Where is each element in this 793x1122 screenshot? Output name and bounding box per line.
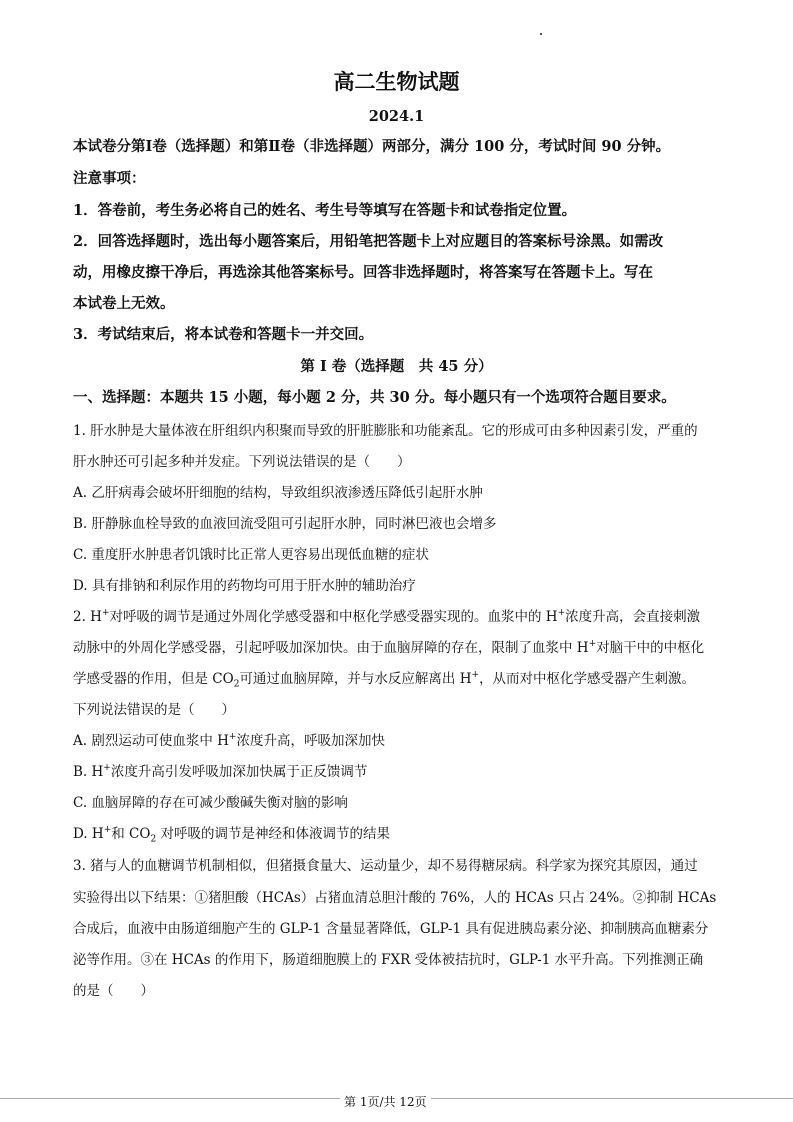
q2-option-c: C. 血脑屏障的存在可减少酸碱失衡对脑的影响 <box>73 795 348 811</box>
page-title: 高二生物试题 <box>333 69 460 94</box>
q3-stem-line-5: 的是（ ） <box>73 983 154 999</box>
intro-text: 本试卷分第Ⅰ卷（选择题）和第Ⅱ卷（非选择题）两部分，满分 100 分，考试时间 90 分钟。 <box>73 138 671 155</box>
scan-speck <box>540 33 542 35</box>
q1-stem-line-1: 1. 肝水肿是大量体液在肝组织内积聚而导致的肝脏膨胀和功能紊乱。它的形成可由多种因素引发，严重的 <box>73 423 698 439</box>
notice-1: 1．答卷前，考生务必将自己的姓名、考生号等填写在答题卡和试卷指定位置。 <box>73 202 577 219</box>
page-footer: 第 1页/共 12页 <box>340 1093 431 1110</box>
q2-stem-line-4: 下列说法错误的是（ ） <box>73 702 235 718</box>
q3-stem-line-1: 3. 猪与人的血糖调节机制相似，但猪摄食量大、运动量少，却不易得糖尿病。科学家为探究其原因，通过 <box>73 858 698 874</box>
q3-stem-line-2: 实验得出以下结果：①猪胆酸（HCAs）占猪血清总胆汁酸的 76%，人的 HCAs 只占 24%。②抑制 HCAs <box>73 890 717 906</box>
q2-option-a: A. 剧烈运动可使血浆中 H+浓度升高，呼吸加深加快 <box>73 731 385 749</box>
q1-option-b: B. 肝静脉血栓导致的血液回流受阻可引起肝水肿，同时淋巴液也会增多 <box>73 516 497 532</box>
q1-stem-line-2: 肝水肿还可引起多种并发症。下列说法错误的是（ ） <box>73 454 411 470</box>
notice-2-cont: 动，用橡皮擦干净后，再选涂其他答案标号。回答非选择题时，将答案写在答题卡上。写在 <box>73 264 653 281</box>
notice-2-cont2: 本试卷上无效。 <box>73 295 175 312</box>
q2-option-b: B. H+浓度升高引发呼吸加深加快属于正反馈调节 <box>73 762 368 780</box>
q1-option-a: A. 乙肝病毒会破坏肝细胞的结构，导致组织液渗透压降低引起肝水肿 <box>73 485 483 501</box>
q3-stem-line-3: 合成后，血液中由肠道细胞产生的 GLP-1 含量显著降低，GLP-1 具有促进胰岛素分泌、抑制胰高血糖素分 <box>73 921 709 937</box>
q1-option-c: C. 重度肝水肿患者饥饿时比正常人更容易出现低血糖的症状 <box>73 547 429 563</box>
q2-stem-line-3: 学感受器的作用，但是 $CO_2$可通过血脑屏障，并与水反应解离出 H+，从而对中枢化学感受器产生刺激。 <box>73 669 696 690</box>
notice-heading: 注意事项： <box>73 170 146 187</box>
q2-stem-line-2: 动脉中的外周化学感受器，引起呼吸加深加快。由于血脑屏障的存在，限制了血浆中 H+对脑干中的中枢化 <box>73 638 705 656</box>
q1-option-d: D. 具有排钠和利尿作用的药物均可用于肝水肿的辅助治疗 <box>73 578 416 594</box>
q2-stem-line-1: 2. H+对呼吸的调节是通过外周化学感受器和中枢化学感受器实现的。血浆中的 H+浓度升高，会直接刺激 <box>73 607 701 625</box>
part-title: 第 I 卷（选择题 共 45 分） <box>300 358 493 375</box>
q3-stem-line-4: 泌等作用。③在 HCAs 的作用下，肠道细胞膜上的 FXR 受体被拮抗时，GLP-1 水平升高。下列推测正确 <box>73 952 704 968</box>
notice-3: 3．考试结束后，将本试卷和答题卡一并交回。 <box>73 326 374 343</box>
q2-option-d: D. H+和 $CO_2$ 对呼吸的调节是神经和体液调节的结果 <box>73 824 390 845</box>
section-title: 一、选择题：本题共 15 小题，每小题 2 分，共 30 分。每小题只有一个选项符合题目要求。 <box>73 389 676 406</box>
notice-2: 2．回答选择题时，选出每小题答案后，用铅笔把答题卡上对应题目的答案标号涂黑。如需改 <box>73 233 664 250</box>
exam-date: 2024.1 <box>368 108 425 125</box>
